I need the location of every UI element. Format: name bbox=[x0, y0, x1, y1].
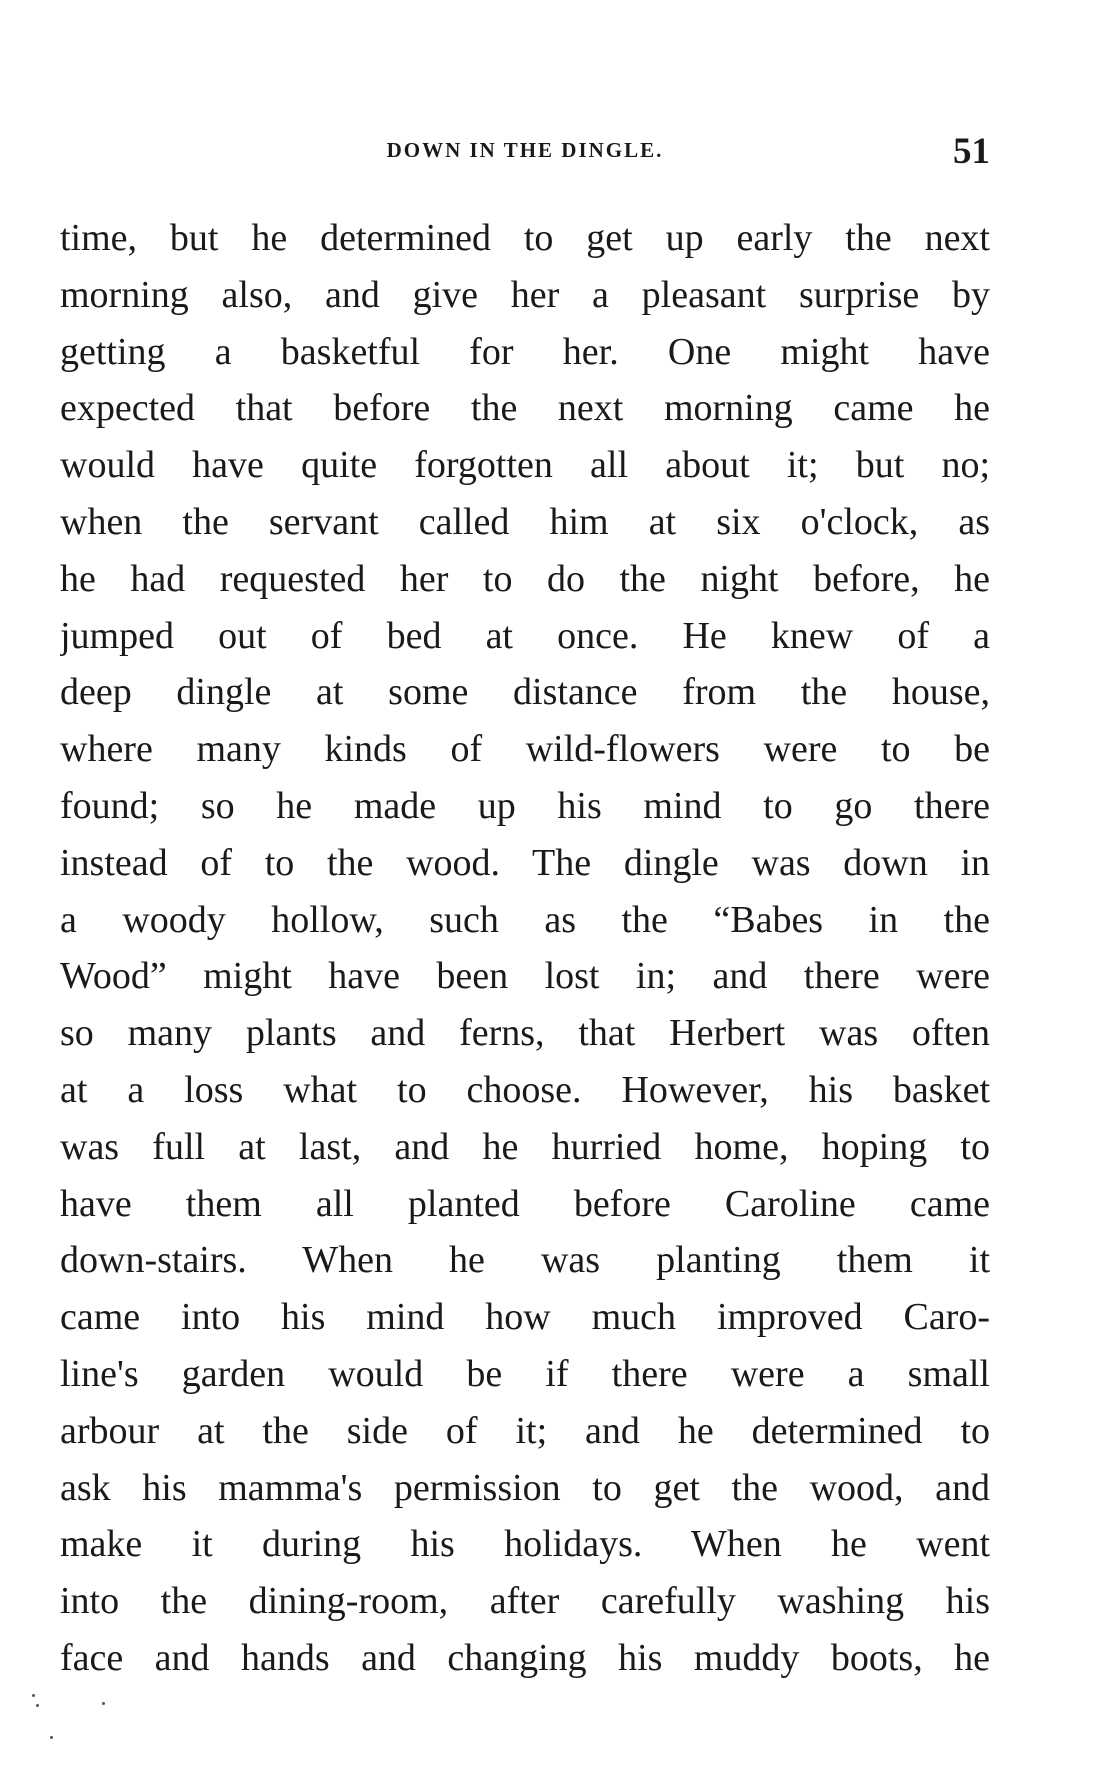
text-line: Wood” might have been lost in; and there were bbox=[60, 955, 990, 998]
text-line: came into his mind how much improved Caro- bbox=[60, 1296, 990, 1339]
text-line: so many plants and ferns, that Herbert was often bbox=[60, 1012, 990, 1055]
text-line: where many kinds of wild-flowers were to be bbox=[60, 728, 990, 771]
running-head bbox=[60, 130, 990, 180]
text-line: line's garden would be if there were a small bbox=[60, 1352, 990, 1395]
text-line: when the servant called him at six o'clock, as bbox=[60, 500, 990, 543]
text-line: getting a basketful for her. One might have bbox=[60, 330, 990, 373]
text-line: at a loss what to choose. However, his basket bbox=[60, 1068, 990, 1111]
page-number: 51 bbox=[953, 131, 990, 172]
text-line: would have quite forgotten all about it; but no; bbox=[60, 444, 990, 487]
text-line: jumped out of bed at once. He knew of a bbox=[60, 614, 990, 657]
text-line: morning also, and give her a pleasant surprise by bbox=[60, 273, 990, 316]
text-line: arbour at the side of it; and he determined to bbox=[60, 1409, 990, 1452]
scan-speck bbox=[102, 1702, 105, 1705]
text-line: make it during his holidays. When he went bbox=[60, 1523, 990, 1566]
text-line: down-stairs. When he was planting them it bbox=[60, 1239, 990, 1282]
text-line: ask his mamma's permission to get the wood, and bbox=[60, 1466, 990, 1509]
text-line: have them all planted before Caroline came bbox=[60, 1182, 990, 1225]
text-line: deep dingle at some distance from the house, bbox=[60, 671, 990, 714]
text-line: a woody hollow, such as the “Babes in the bbox=[60, 898, 990, 941]
scan-speck bbox=[50, 1736, 53, 1739]
text-line: he had requested her to do the night before, he bbox=[60, 557, 990, 600]
scan-speck bbox=[36, 1704, 39, 1707]
text-line: found; so he made up his mind to go there bbox=[60, 784, 990, 827]
scan-speck bbox=[32, 1694, 35, 1697]
text-line: into the dining-room, after carefully washing his bbox=[60, 1580, 990, 1623]
text-line: expected that before the next morning came he bbox=[60, 387, 990, 430]
text-line: face and hands and changing his muddy boots, he bbox=[60, 1636, 990, 1679]
running-title: DOWN IN THE DINGLE. bbox=[386, 138, 664, 162]
text-line: was full at last, and he hurried home, hoping to bbox=[60, 1125, 990, 1168]
text-line: time, but he determined to get up early the next bbox=[60, 217, 990, 259]
body-text bbox=[60, 210, 990, 1687]
scan-specks bbox=[28, 1690, 128, 1750]
text-line: instead of to the wood. The dingle was down in bbox=[60, 841, 990, 884]
